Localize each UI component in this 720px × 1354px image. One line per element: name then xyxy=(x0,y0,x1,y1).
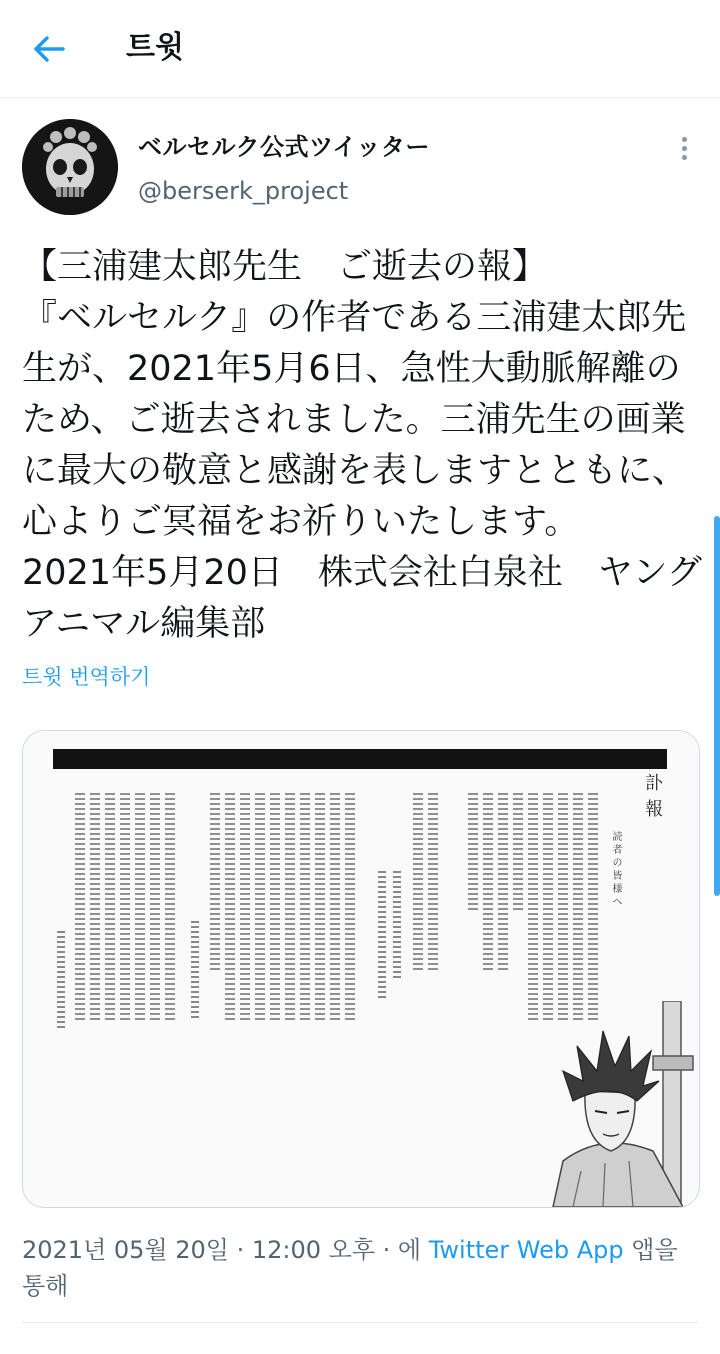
notice-text-column xyxy=(75,793,85,1023)
tweet-meta xyxy=(22,1232,698,1304)
translate-tweet-link[interactable]: 트윗 번역하기 xyxy=(22,665,151,689)
more-dot-icon xyxy=(682,137,687,142)
notice-text-column xyxy=(255,793,265,1023)
notice-addressee: 読者の皆様へ xyxy=(610,831,621,909)
notice-text-column xyxy=(468,793,478,913)
tweet-text: 【三浦建太郎先生 ご逝去の報】 『ベルセルク』の作者である三浦建太郎先生が、2021年5月6日、急性大動脈解離のため、ご逝去されました。三浦先生の画業に最大の敬意と感謝を表しますとともに、心よりご冥福をお祈りいたします。 2021年5月20日 株式会社白泉社 ヤングアニマル編集部 xyxy=(22,247,702,644)
notice-text-column xyxy=(210,793,220,973)
notice-text-column xyxy=(543,793,553,1023)
notice-text-column xyxy=(558,793,568,1023)
notice-text-column xyxy=(300,793,310,1023)
notice-heading: 訃報 xyxy=(642,773,663,825)
avatar[interactable] xyxy=(22,119,118,215)
author-handle[interactable]: @berserk_project xyxy=(138,177,349,205)
notice-text-column xyxy=(483,793,493,973)
more-options-button[interactable] xyxy=(668,132,700,164)
page-title: 트윗 xyxy=(126,30,184,65)
notice-signature xyxy=(191,921,199,1021)
top-app-bar xyxy=(0,0,720,98)
arrow-left-icon xyxy=(33,35,65,63)
notice-signature xyxy=(378,871,386,1001)
notice-signature xyxy=(57,931,65,1031)
notice-text-column xyxy=(105,793,115,1023)
author-display-name[interactable]: ベルセルク公式ツイッター xyxy=(138,133,430,161)
scrollbar[interactable] xyxy=(714,516,720,896)
notice-text-column xyxy=(315,793,325,1023)
tweet-source-suffix: 앱을 통해 xyxy=(22,1236,678,1300)
notice-text-column xyxy=(90,793,100,1023)
notice-text-column xyxy=(165,793,175,1023)
notice-text-column xyxy=(513,793,523,913)
tweet-source-link[interactable]: Twitter Web App xyxy=(428,1236,624,1264)
back-button[interactable] xyxy=(26,26,72,72)
tweet-image[interactable] xyxy=(22,730,700,1208)
notice-text-column xyxy=(120,793,130,1023)
more-dot-icon xyxy=(682,146,687,151)
notice-text-column xyxy=(345,793,355,1023)
notice-text-column xyxy=(270,793,280,1023)
character-illustration-icon xyxy=(533,1001,699,1207)
guts-illustration xyxy=(533,1001,699,1207)
skull-avatar-icon xyxy=(22,119,118,215)
notice-text-column xyxy=(413,793,423,973)
notice-text-column xyxy=(588,793,598,1023)
notice-text-column xyxy=(225,793,235,1023)
notice-text-column xyxy=(428,793,438,973)
notice-text-column xyxy=(135,793,145,1023)
notice-text-column xyxy=(240,793,250,1023)
notice-text-column xyxy=(573,793,583,1023)
notice-header-bar xyxy=(53,749,667,769)
notice-text-column xyxy=(498,793,508,973)
notice-text-column xyxy=(528,793,538,1023)
notice-text-column xyxy=(285,793,295,1023)
divider xyxy=(22,1322,698,1323)
notice-text-column xyxy=(330,793,340,1023)
notice-text-column xyxy=(150,793,160,1023)
more-dot-icon xyxy=(682,155,687,160)
notice-signature xyxy=(393,871,401,981)
tweet-timestamp[interactable]: 2021년 05월 20일 · 12:00 오후 · 에 xyxy=(22,1236,429,1264)
